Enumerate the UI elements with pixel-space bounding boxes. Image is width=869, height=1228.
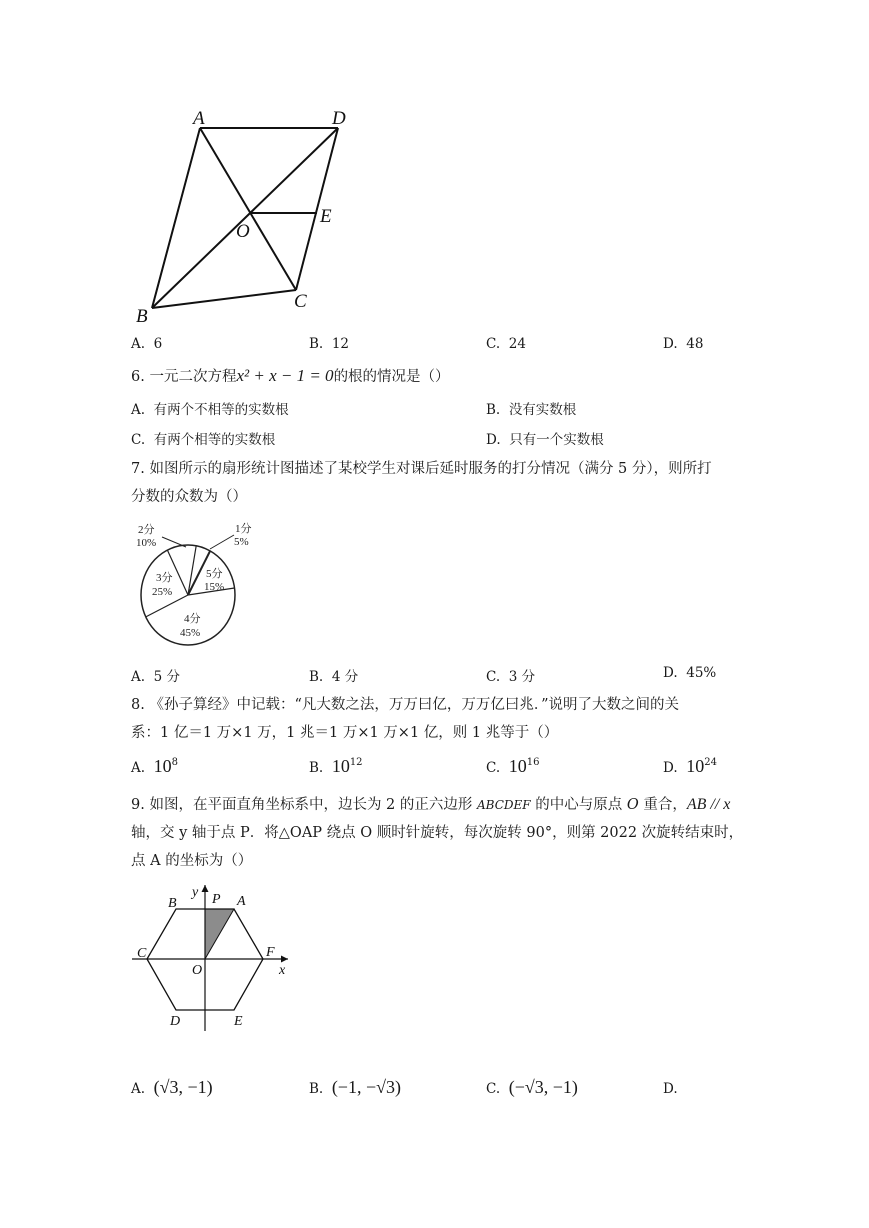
hex-label-y: y [192,885,199,900]
pie-leader-2fen [162,537,186,547]
q9-option-a: A. (√3, −1) [131,1077,213,1097]
label-B: B [136,306,148,327]
q8-option-a: A. $10^8$ [131,756,179,776]
pie-label-2fen: 2分 [138,524,155,536]
q7-stem-line2: 分数的众数为（） [131,489,247,505]
q6-option-a: A. 有两个不相等的实数根 [131,402,289,418]
label-O: O [236,221,250,242]
pie-pct-2fen: 10% [136,537,157,549]
pie-label-3fen: 3分 [156,572,173,584]
pie-pct-5fen: 15% [204,581,225,593]
q6-option-c: C. 有两个相等的实数根 [131,432,276,448]
q7-option-c: C. 3 分 [486,669,536,685]
q9-option-b: B. (−1, −√3) [309,1077,401,1097]
q9-option-c: C. (−√3, −1) [486,1077,578,1097]
q9-stem-line2: 轴，交 y 轴于点 P．将△OAP 绕点 O 顺时针旋转，每次旋转 90°，则第 2022 次旋转结束时， [131,825,744,841]
segment-DC [296,128,338,290]
pie-pct-4fen: 45% [180,627,201,639]
q8-option-c: C. $10^{16}$ [486,756,540,776]
hexagon-figure [128,880,308,1035]
q5-option-d: D. 48 [663,336,704,352]
hex-label-x: x [279,963,286,978]
q7-stem-line1: 7. 如图所示的扇形统计图描述了某校学生对课后延时服务的打分情况（满分 5 分），则所打 [131,461,712,477]
pie-pct-3fen: 25% [152,586,173,598]
label-A: A [193,108,205,129]
hex-label-D: D [170,1014,181,1029]
hex-label-F: F [266,945,275,960]
q6-option-d: D. 只有一个实数根 [486,432,604,448]
label-E: E [320,206,332,227]
hex-label-E: E [234,1014,243,1029]
q9-stem-line3: 点 A 的坐标为（） [131,853,253,869]
hex-label-P: P [212,892,221,907]
q9-stem-line1: 9. 如图，在平面直角坐标系中，边长为 2 的正六边形 ABCDEF 的中心与原点 O 重合，AB // x [131,796,731,813]
pie-slice-boundary-4 [146,595,188,617]
q7-option-d: D. 45% [663,665,717,681]
q5-option-c: C. 24 [486,336,526,352]
pie-pct-1fen: 5% [234,536,249,548]
hex-label-B: B [168,896,177,911]
diagonal-BD [152,128,338,308]
label-D: D [332,108,346,129]
q5-option-a: A. 6 [131,336,163,352]
label-C: C [294,291,307,312]
q6-equation: x² + x − 1 = 0 [236,366,334,385]
segment-CB [152,290,296,308]
hex-label-C: C [137,946,147,961]
q8-stem-line2: 系：1 亿＝1 万×1 万，1 兆＝1 万×1 万×1 亿，则 1 兆等于（） [131,725,559,741]
pie-leader-1fen [210,535,234,549]
q5-option-b: B. 12 [309,336,349,352]
q7-option-b: B. 4 分 [309,669,359,685]
pie-label-1fen: 1分 [235,523,252,535]
hex-label-A: A [237,894,246,909]
q7-option-a: A. 5 分 [131,669,181,685]
q8-option-d: D. $10^{24}$ [663,756,717,776]
q6-stem: 6. 一元二次方程x² + x − 1 = 0的根的情况是（） [131,366,450,385]
hex-label-O: O [192,963,203,978]
parallelogram-figure [120,100,380,330]
q8-option-b: B. $10^{12}$ [309,756,363,776]
q6-option-b: B. 没有实数根 [486,402,577,418]
pie-label-5fen: 5分 [206,568,223,580]
segment-BA [152,128,200,308]
pie-label-4fen: 4分 [184,613,201,625]
diagonal-AC [200,128,296,290]
q8-stem-line1: 8. 《孙子算经》中记载：“凡大数之法，万万曰亿，万万亿曰兆．”说明了大数之间的关 [131,697,680,713]
q9-option-d: D. [663,1081,678,1097]
shaded-triangle-OAP [205,909,234,959]
pie-chart-figure [128,515,258,655]
